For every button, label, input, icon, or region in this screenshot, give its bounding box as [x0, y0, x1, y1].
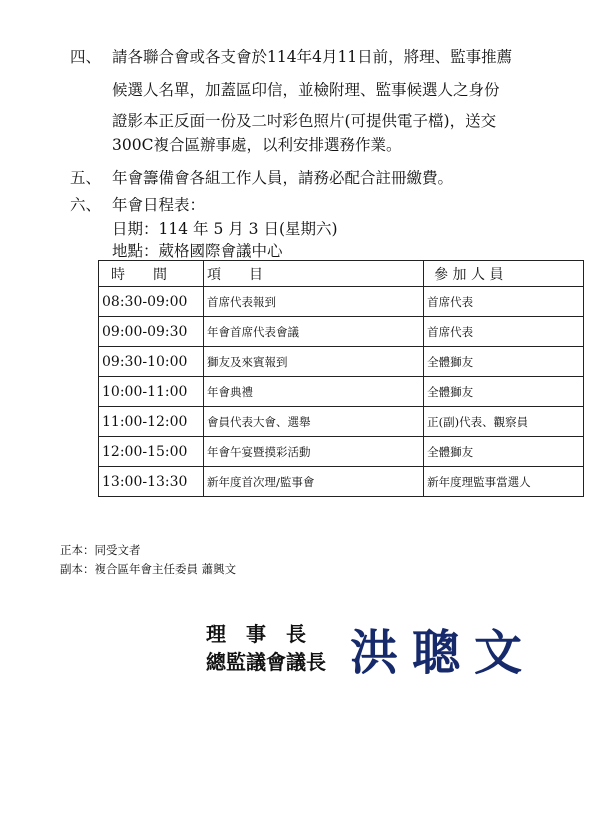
row-time: 08:30-09:00 [99, 287, 204, 317]
row-time: 12:00-15:00 [99, 437, 204, 467]
row-attendees: 全體獅友 [424, 347, 584, 377]
row-time: 09:00-09:30 [99, 317, 204, 347]
item-line: 請各聯合會或各支會於114年4月11日前，將理、監事推薦 [112, 48, 513, 66]
header-time: 時 間 [99, 261, 204, 287]
row-attendees: 全體獅友 [424, 377, 584, 407]
signature-titles [206, 620, 326, 676]
schedule-date: 日期：114 年 5 月 3 日(星期六) [112, 220, 338, 238]
row-attendees: 首席代表 [424, 317, 584, 347]
row-attendees: 新年度理監事當選人 [424, 467, 584, 497]
row-item: 首席代表報到 [203, 287, 423, 317]
row-item: 新年度首次理/監事會 [203, 467, 423, 497]
signature-title-chairman: 理 事 長 [206, 622, 306, 646]
row-attendees: 正(副)代表、觀察員 [424, 407, 584, 437]
table-row [99, 377, 584, 407]
row-attendees: 首席代表 [424, 287, 584, 317]
table-row [99, 437, 584, 467]
distribution-primary: 正本：同受文者 [60, 543, 141, 557]
row-time: 13:00-13:30 [99, 467, 204, 497]
table-row [99, 287, 584, 317]
row-item: 年會首席代表會議 [203, 317, 423, 347]
row-time: 09:30-10:00 [99, 347, 204, 377]
item-line: 候選人名單，加蓋區印信，並檢附理、監事候選人之身份 [112, 81, 500, 99]
item-line: 年會籌備會各組工作人員，請務必配合註冊繳費。 [112, 169, 454, 187]
table-row [99, 317, 584, 347]
row-time: 11:00-12:00 [99, 407, 204, 437]
item-line: 年會日程表： [112, 196, 206, 214]
signature-title-council: 總監議會議長 [206, 650, 326, 674]
table-row [99, 347, 584, 377]
table-row [99, 407, 584, 437]
item-number: 四、 [70, 48, 102, 66]
table-header-row [99, 261, 584, 287]
item-line: 300C複合區辦事處，以利安排選務作業。 [112, 136, 402, 154]
signature-name-stamp: 洪聰文 [350, 625, 537, 681]
item-number: 五、 [70, 169, 102, 187]
header-item: 項 目 [203, 261, 423, 287]
header-attendees: 參 加 人 員 [424, 261, 584, 287]
schedule-venue: 地點：葳格國際會議中心 [112, 242, 283, 260]
table-row [99, 467, 584, 497]
row-item: 獅友及來賓報到 [203, 347, 423, 377]
row-item: 年會午宴暨摸彩活動 [203, 437, 423, 467]
row-attendees: 全體獅友 [424, 437, 584, 467]
schedule-table [98, 260, 584, 497]
item-number: 六、 [70, 196, 102, 214]
row-time: 10:00-11:00 [99, 377, 204, 407]
distribution-copy: 副本：複合區年會主任委員 蕭興文 [60, 562, 237, 576]
item-line: 證影本正反面一份及二吋彩色照片(可提供電子檔)，送交 [112, 112, 497, 130]
row-item: 年會典禮 [203, 377, 423, 407]
row-item: 會員代表大會、選舉 [203, 407, 423, 437]
